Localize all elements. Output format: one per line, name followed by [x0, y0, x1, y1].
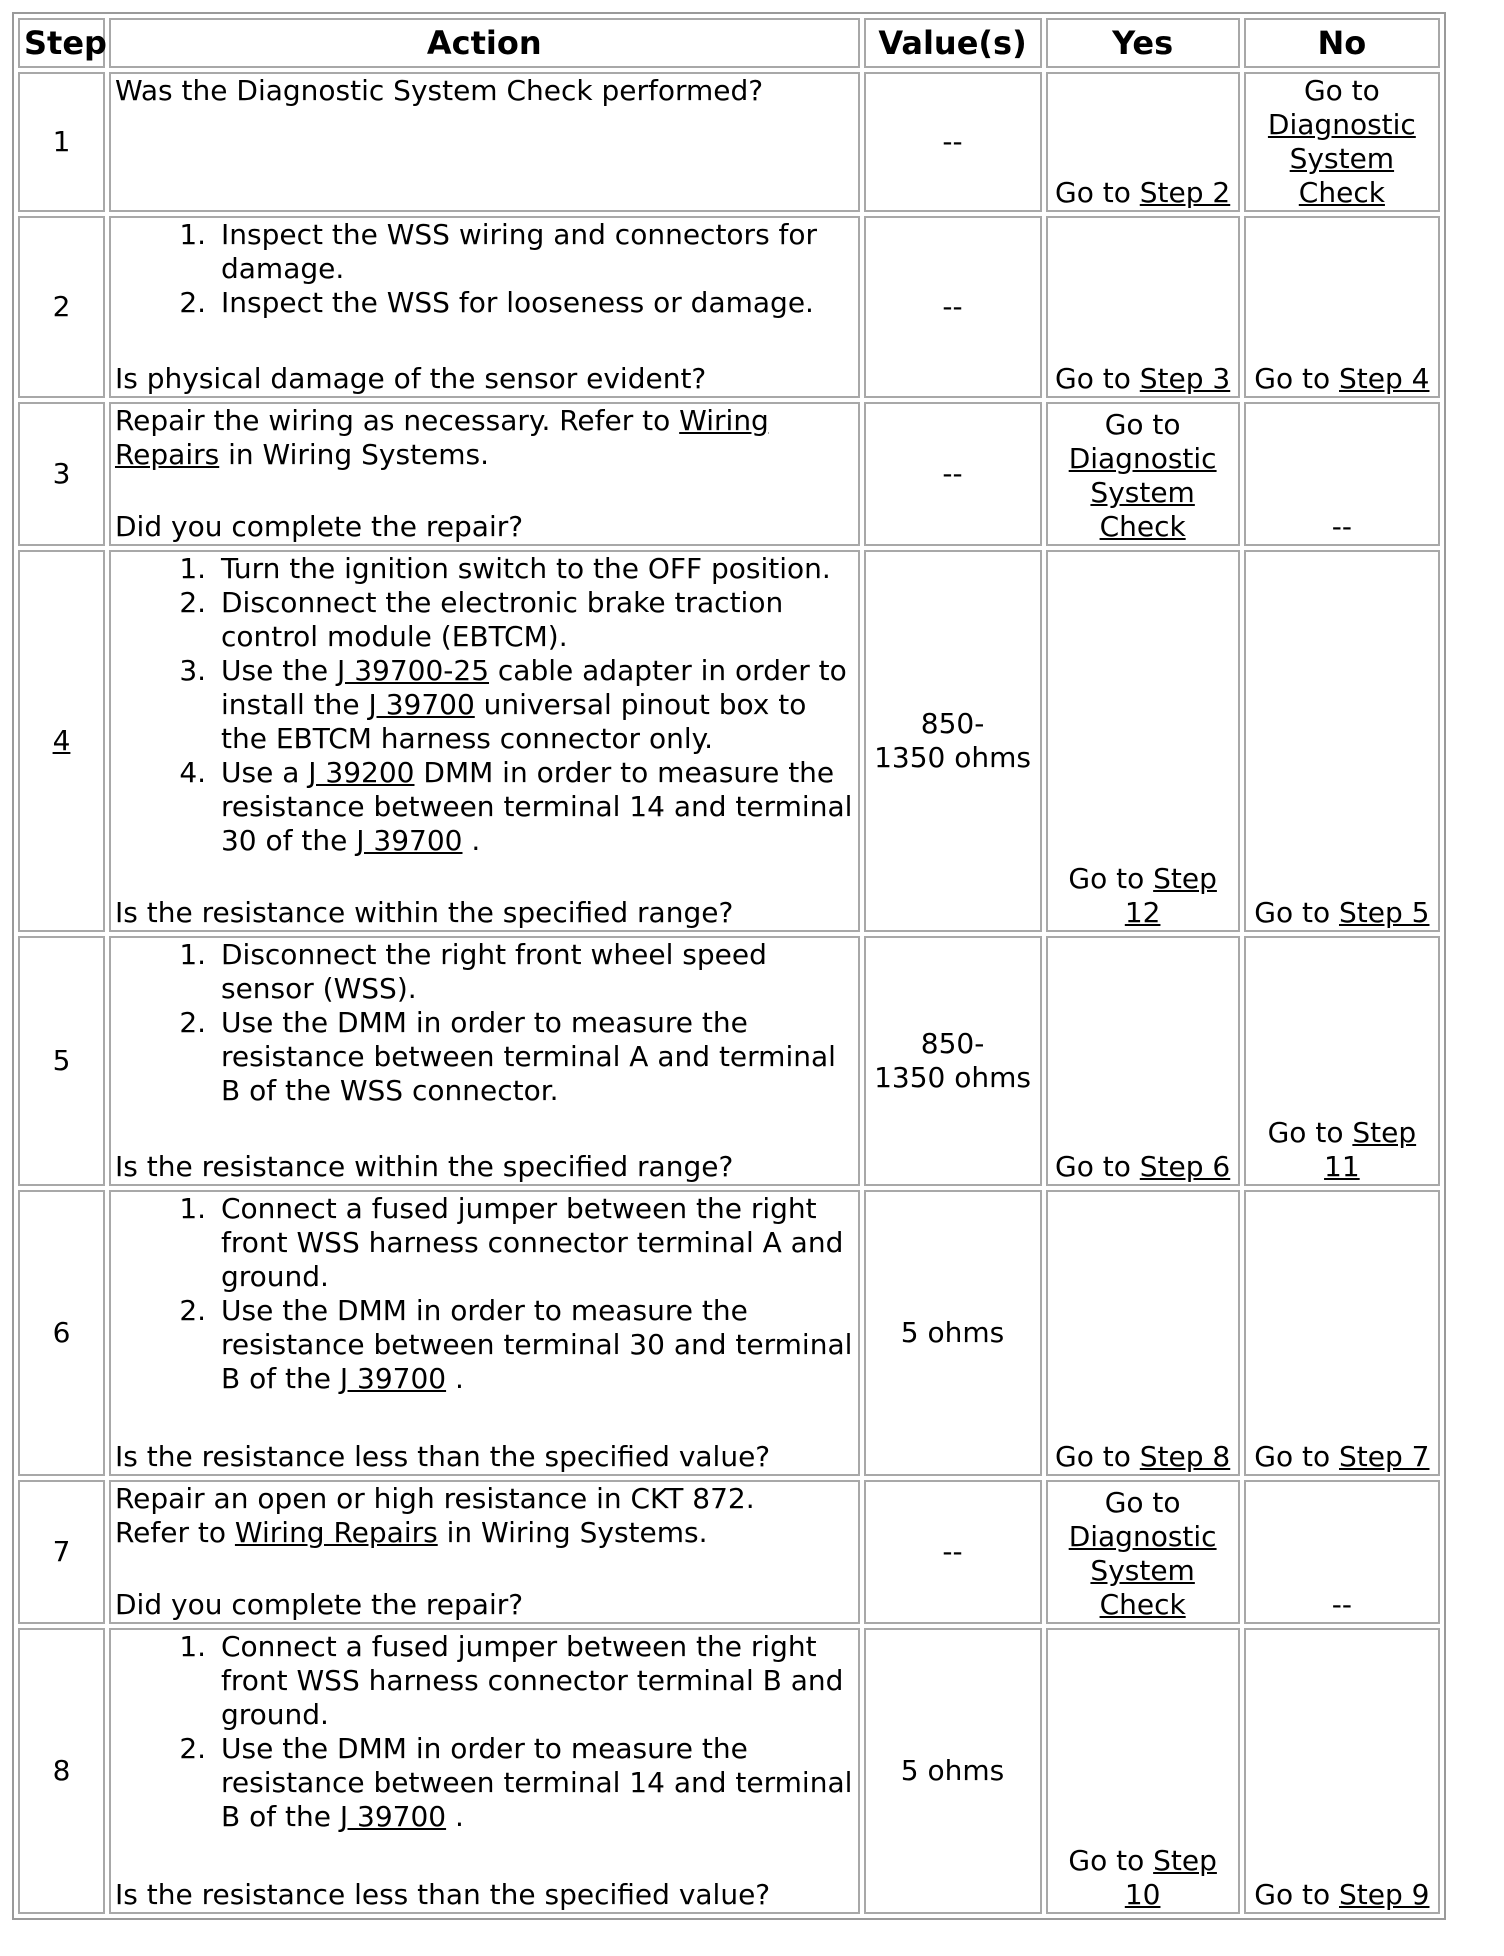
step-number: 6	[18, 1190, 105, 1476]
no-prefix: Go to	[1254, 1440, 1339, 1473]
list-item: 4. Use a J 39200 DMM in order to measure the resistance between terminal 14 and terminal 30 of the J 39700 .	[215, 756, 854, 858]
list-item: 2. Use the DMM in order to measure the resistance between terminal 30 and terminal B of the J 39700 .	[215, 1294, 854, 1396]
step-link[interactable]: Step 2	[1139, 176, 1231, 209]
yes-cell	[1046, 1628, 1240, 1914]
step-anchor-link[interactable]: 4	[52, 724, 71, 757]
no-prefix: Go to	[1267, 1116, 1353, 1149]
tool-link[interactable]: J 39700	[339, 1362, 447, 1395]
step-link[interactable]: Step 9	[1339, 1878, 1430, 1911]
no-prefix: Go to	[1254, 896, 1339, 929]
action-cell	[109, 550, 860, 932]
list-item: 1. Inspect the WSS wiring and connectors for damage.	[215, 218, 854, 286]
question-text: Is physical damage of the sensor evident?	[114, 362, 707, 395]
diagnostic-system-check-link[interactable]: Diagnostic System Check	[1068, 1520, 1217, 1621]
no-cell	[1244, 216, 1440, 398]
no-cell	[1244, 1190, 1440, 1476]
step-link[interactable]: Step 12	[1124, 862, 1217, 929]
action-cell	[109, 216, 860, 398]
no-prefix: Go to	[1254, 1878, 1339, 1911]
yes-cell	[1046, 72, 1240, 212]
no-cell: --	[1244, 402, 1440, 546]
table-row	[18, 1480, 1440, 1624]
step-number: 2	[18, 216, 105, 398]
action-list	[115, 552, 854, 858]
table-row	[18, 936, 1440, 1186]
step-link[interactable]: Step 3	[1139, 362, 1231, 395]
list-item: 3. Use the J 39700-25 cable adapter in order to install the J 39700 universal pinout box to the EBTCM harness connector only.	[215, 654, 854, 756]
value-cell: 5 ohms	[864, 1190, 1042, 1476]
tool-link[interactable]: J 39700-25	[337, 654, 490, 687]
step-link[interactable]: Step 4	[1339, 362, 1430, 395]
list-item: 1. Disconnect the right front wheel speed sensor (WSS).	[215, 938, 854, 1006]
action-text: Repair an open or high resistance in CKT 872. Refer to Wiring Repairs in Wiring Systems.	[114, 1482, 755, 1549]
header-action: Action	[109, 18, 860, 68]
no-prefix: Go to	[1303, 74, 1380, 107]
list-item: 1. Turn the ignition switch to the OFF position.	[215, 552, 854, 586]
list-item: 1. Connect a fused jumper between the right front WSS harness connector terminal B and ground.	[215, 1630, 854, 1732]
diagnostic-system-check-link[interactable]: Diagnostic System Check	[1267, 108, 1416, 209]
yes-prefix: Go to	[1055, 362, 1140, 395]
action-cell	[109, 1190, 860, 1476]
header-values: Value(s)	[864, 18, 1042, 68]
tool-link[interactable]: J 39700	[339, 1800, 447, 1833]
question-text: Is the resistance within the specified range?	[114, 896, 734, 929]
action-list	[115, 218, 854, 320]
action-text: Repair the wiring as necessary. Refer to Wiring Repairs in Wiring Systems.	[114, 404, 769, 471]
yes-cell	[1046, 1480, 1240, 1624]
yes-cell	[1046, 402, 1240, 546]
step-link[interactable]: Step 5	[1339, 896, 1430, 929]
step-number: 8	[18, 1628, 105, 1914]
question-text: Is the resistance less than the specified value?	[114, 1440, 771, 1473]
step-link[interactable]: Step 10	[1124, 1844, 1217, 1911]
step-link[interactable]: Step 11	[1324, 1116, 1417, 1183]
value-cell: 850- 1350 ohms	[864, 936, 1042, 1186]
yes-prefix: Go to	[1055, 176, 1140, 209]
question-text: Is the resistance within the specified range?	[114, 1150, 734, 1183]
step-number: 7	[18, 1480, 105, 1624]
table-row	[18, 1190, 1440, 1476]
wiring-repairs-link[interactable]: Wiring Repairs	[114, 404, 769, 471]
question-text: Did you complete the repair?	[114, 1588, 524, 1621]
yes-prefix: Go to	[1068, 1844, 1154, 1877]
value-cell: --	[864, 216, 1042, 398]
tool-link[interactable]: J 39700	[368, 688, 475, 721]
yes-cell	[1046, 1190, 1240, 1476]
yes-cell	[1046, 936, 1240, 1186]
list-item: 2. Use the DMM in order to measure the resistance between terminal 14 and terminal B of the J 39700 .	[215, 1732, 854, 1834]
yes-prefix: Go to	[1104, 1486, 1181, 1519]
header-step: Step	[18, 18, 105, 68]
step-link[interactable]: Step 6	[1139, 1150, 1231, 1183]
table-row	[18, 216, 1440, 398]
no-cell	[1244, 1628, 1440, 1914]
action-cell	[109, 1480, 860, 1624]
table-row	[18, 1628, 1440, 1914]
no-cell	[1244, 550, 1440, 932]
step-number	[18, 550, 105, 932]
value-cell: --	[864, 72, 1042, 212]
action-cell	[109, 402, 860, 546]
list-item: 2. Inspect the WSS for looseness or damage.	[215, 286, 854, 320]
wiring-repairs-link[interactable]: Wiring Repairs	[234, 1516, 438, 1549]
table-row	[18, 550, 1440, 932]
diagnostic-table	[12, 12, 1446, 1920]
yes-prefix: Go to	[1104, 408, 1181, 441]
value-cell: --	[864, 1480, 1042, 1624]
list-item: 1. Connect a fused jumper between the right front WSS harness connector terminal A and ground.	[215, 1192, 854, 1294]
no-cell: --	[1244, 1480, 1440, 1624]
question-text: Is the resistance less than the specified value?	[114, 1878, 771, 1911]
no-cell	[1244, 72, 1440, 212]
action-text: Was the Diagnostic System Check performed?	[114, 74, 764, 107]
list-item: 2. Use the DMM in order to measure the resistance between terminal A and terminal B of the WSS connector.	[215, 1006, 854, 1108]
value-cell: 5 ohms	[864, 1628, 1042, 1914]
tool-link[interactable]: J 39700	[356, 824, 463, 857]
step-number: 1	[18, 72, 105, 212]
step-link[interactable]: Step 8	[1139, 1440, 1231, 1473]
table-row	[18, 402, 1440, 546]
table-row	[18, 72, 1440, 212]
yes-cell	[1046, 216, 1240, 398]
yes-prefix: Go to	[1055, 1150, 1140, 1183]
action-cell	[109, 72, 860, 212]
no-cell	[1244, 936, 1440, 1186]
step-number: 5	[18, 936, 105, 1186]
list-item: 2. Disconnect the electronic brake traction control module (EBTCM).	[215, 586, 854, 654]
value-cell: 850- 1350 ohms	[864, 550, 1042, 932]
action-list	[115, 938, 854, 1108]
tool-link[interactable]: J 39200	[308, 756, 415, 789]
action-cell	[109, 1628, 860, 1914]
header-row	[18, 18, 1440, 68]
no-prefix: Go to	[1254, 362, 1339, 395]
header-no: No	[1244, 18, 1440, 68]
question-text: Did you complete the repair?	[114, 510, 524, 543]
action-list	[115, 1192, 854, 1396]
step-number: 3	[18, 402, 105, 546]
step-link[interactable]: Step 7	[1339, 1440, 1430, 1473]
yes-prefix: Go to	[1055, 1440, 1140, 1473]
action-list	[115, 1630, 854, 1834]
yes-prefix: Go to	[1068, 862, 1154, 895]
diagnostic-system-check-link[interactable]: Diagnostic System Check	[1068, 442, 1217, 543]
yes-cell	[1046, 550, 1240, 932]
action-cell	[109, 936, 860, 1186]
header-yes: Yes	[1046, 18, 1240, 68]
value-cell: --	[864, 402, 1042, 546]
